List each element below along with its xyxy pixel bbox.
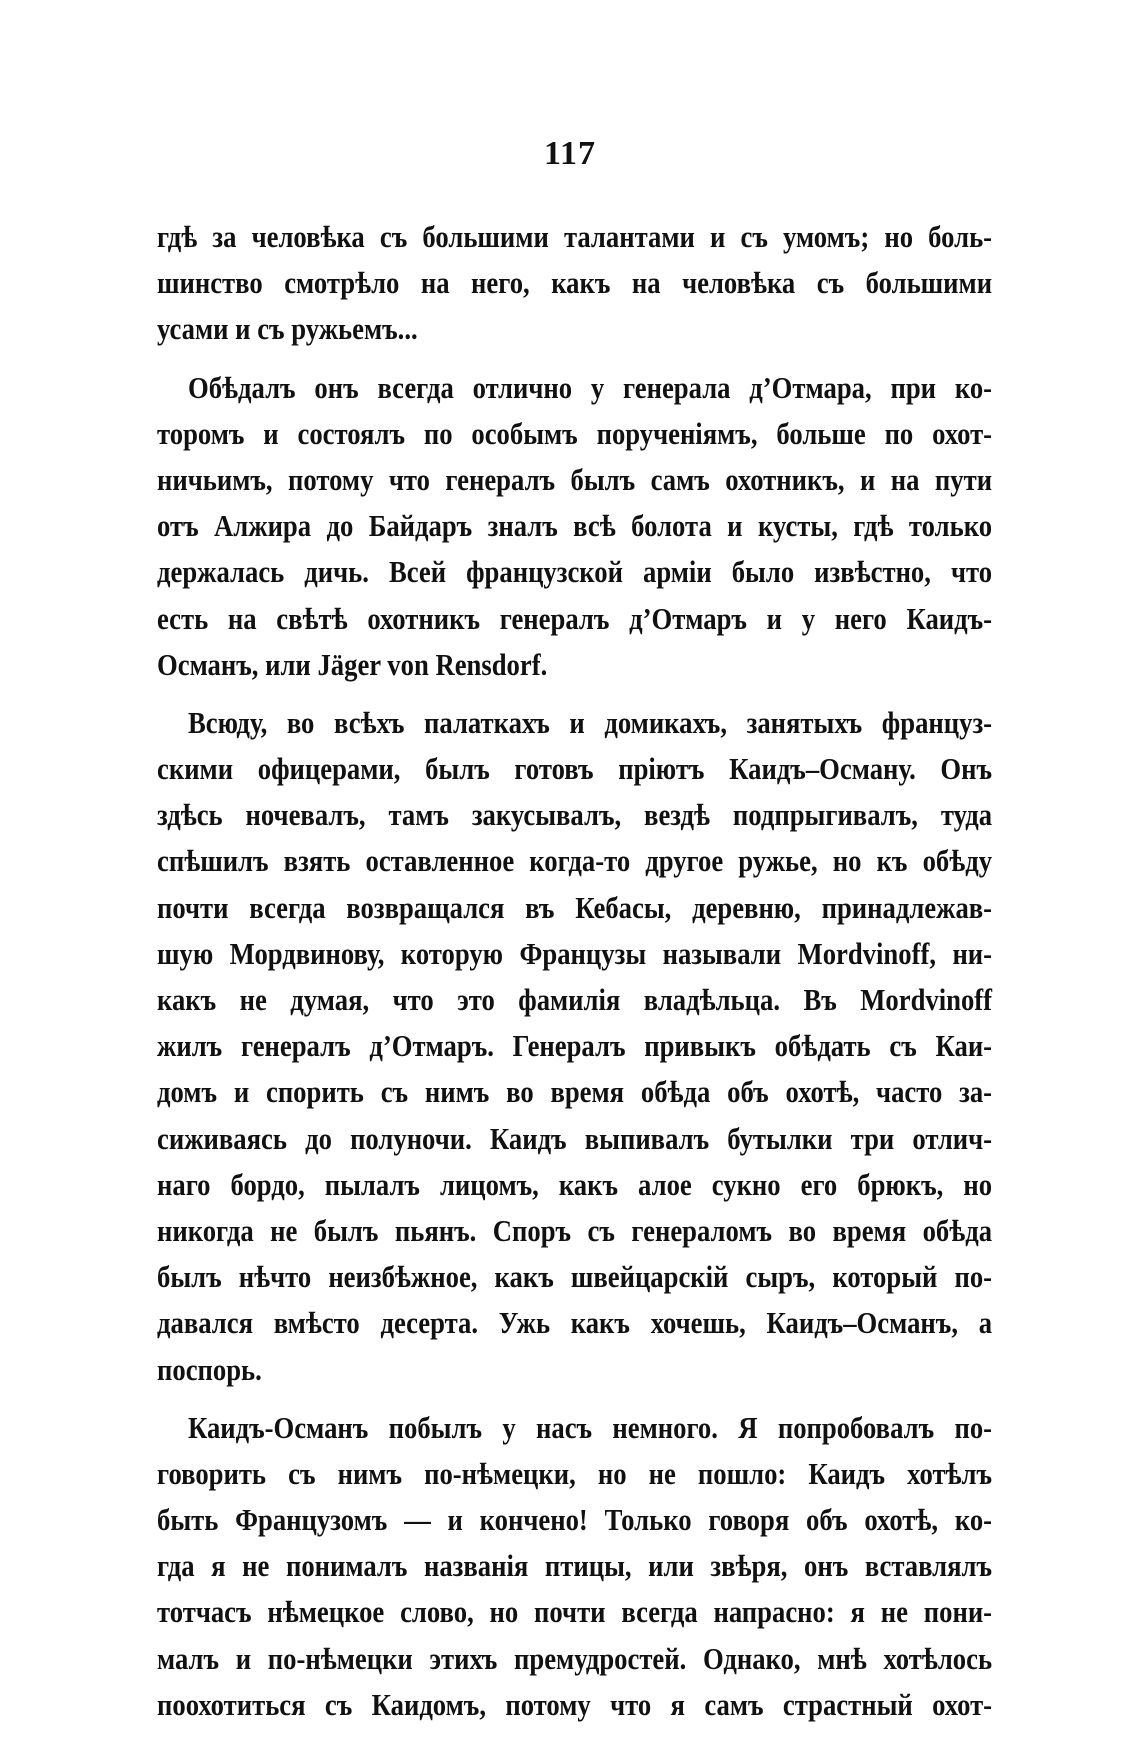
text-line: ничьимъ, потому что генералъ былъ самъ охотникъ, и на пути — [157, 461, 993, 497]
text-line: поспорь. — [157, 1351, 262, 1387]
paragraph — [157, 214, 992, 353]
text-line: никогда не былъ пьянъ. Споръ съ генераломъ во время обѣда — [157, 1212, 993, 1248]
text-line: скими офицерами, былъ готовъ пріютъ Каидъ–Осману. Онъ — [157, 751, 993, 787]
text-line: шую Мордвинову, которую Французы называли Mordvinoff, ни- — [157, 935, 993, 971]
text-line: давался вмѣсто десерта. Ужь какъ хочешь, Каидъ–Османъ, а — [157, 1305, 993, 1341]
paragraph — [157, 365, 992, 688]
text-line: былъ нѣчто неизбѣжное, какъ швейцарскій сыръ, который по- — [157, 1259, 993, 1295]
text-line: отъ Алжира до Байдаръ зналъ всѣ болота и кусты, гдѣ только — [157, 508, 993, 544]
text-line: поохотиться съ Каидомъ, потому что я самъ страстный охот- — [157, 1686, 993, 1722]
text-line: здѣсь ночевалъ, тамъ закусывалъ, вездѣ подпрыгивалъ, туда — [157, 797, 993, 833]
text-line: есть на свѣтѣ охотникъ генералъ д’Отмаръ и у него Каидъ- — [157, 600, 993, 636]
text-line: Обѣдалъ онъ всегда отлично у генерала д’Отмара, при ко- — [187, 369, 993, 405]
text-line: говорить съ нимъ по-нѣмецки, но не пошло: Каидъ хотѣлъ — [157, 1455, 993, 1491]
text-line: жилъ генералъ д’Отмаръ. Генералъ привыкъ обѣдать съ Каи- — [157, 1028, 993, 1064]
text-line: торомъ и состоялъ по особымъ порученіямъ, больше по охот- — [157, 415, 993, 451]
text-line: спѣшилъ взять оставленное когда-то другое ружье, но къ обѣду — [157, 843, 993, 879]
text-line: Каидъ-Османъ побылъ у насъ немного. Я попробовалъ по- — [187, 1409, 993, 1445]
text-line: шинство смотрѣло на него, какъ на человѣка съ большими — [157, 265, 993, 301]
text-line: Османъ, или Jäger von Rensdorf. — [157, 646, 548, 682]
text-line: какъ не думая, что это фамилія владѣльца. Въ Mordvinoff — [157, 982, 993, 1017]
text-line: наго бордо, пылалъ лицомъ, какъ алое сукно его брюкъ, но — [157, 1166, 993, 1202]
paragraph — [157, 1405, 992, 1728]
text-line: гдѣ за человѣка съ большими талантами и съ умомъ; но боль- — [157, 219, 993, 254]
text-line: почти всегда возвращался въ Кебасы, деревню, принадлежав- — [157, 889, 993, 925]
text-line: гда я не понималъ названія птицы, или звѣря, онъ вставлялъ — [157, 1548, 993, 1584]
paragraph — [157, 700, 992, 1393]
text-line: Всюду, во всѣхъ палаткахъ и домикахъ, занятыхъ француз- — [187, 704, 993, 740]
text-line: быть Французомъ — и кончено! Только говоря объ охотѣ, ко- — [157, 1502, 993, 1538]
text-line: малъ и по-нѣмецки этихъ премудростей. Однако, мнѣ хотѣлось — [157, 1640, 993, 1676]
paragraph-gap — [157, 688, 992, 700]
text-line: домъ и спорить съ нимъ во время обѣда объ охотѣ, часто за- — [157, 1074, 993, 1110]
page-number: 117 — [543, 135, 597, 172]
body-text — [157, 214, 992, 1728]
paragraph-gap — [157, 353, 992, 365]
text-line: держалась дичь. Всей французской арміи было извѣстно, что — [157, 554, 993, 590]
text-line: сиживаясь до полуночи. Каидъ выпивалъ бутылки три отлич- — [157, 1120, 993, 1156]
paragraph-gap — [157, 1393, 992, 1405]
text-line: усами и съ ружьемъ... — [157, 311, 418, 347]
text-line: тотчасъ нѣмецкое слово, но почти всегда напрасно: я не пони- — [157, 1594, 993, 1630]
